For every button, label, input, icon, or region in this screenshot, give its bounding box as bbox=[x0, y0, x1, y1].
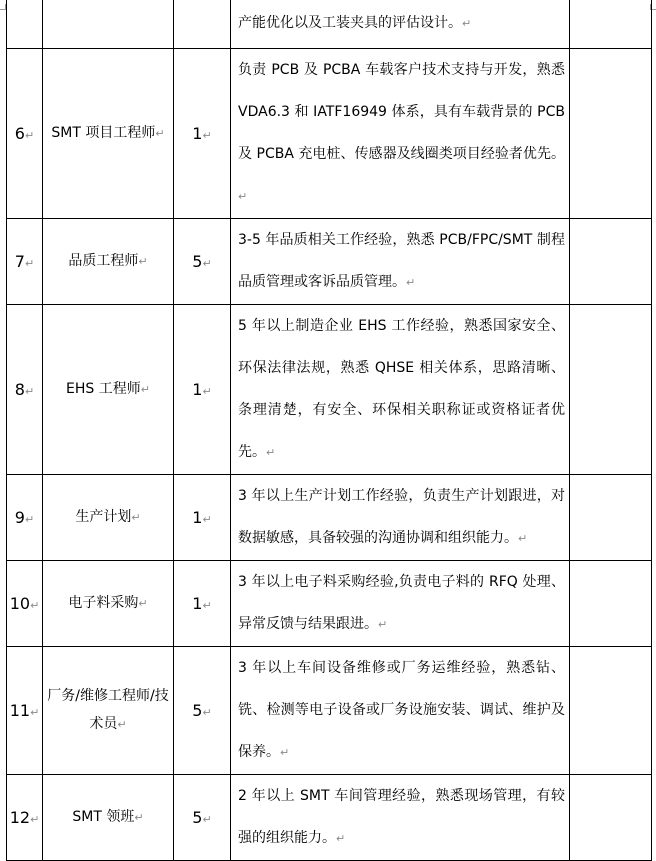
paragraph-mark: ↵ bbox=[238, 190, 248, 203]
paragraph-mark: ↵ bbox=[202, 513, 212, 526]
requirements-cell: 3 年以上电子料采购经验,负责电子料的 RFQ 处理、异常反馈与结果跟进。↵ bbox=[231, 561, 570, 647]
requirements-cell: 3 年以上生产计划工作经验，负责生产计划跟进，对数据敏感，具备较强的沟通协调和组织能力。↵ bbox=[231, 475, 570, 561]
empty-cell bbox=[570, 775, 652, 861]
paragraph-mark: ↵ bbox=[406, 276, 416, 289]
headcount-cell: 1↵ bbox=[174, 49, 231, 219]
empty-cell bbox=[570, 219, 652, 305]
paragraph-mark: ↵ bbox=[518, 532, 528, 545]
empty-cell bbox=[570, 305, 652, 475]
table-row bbox=[7, 775, 652, 861]
headcount-cell: 1↵ bbox=[174, 475, 231, 561]
headcount-cell: 5↵ bbox=[174, 775, 231, 861]
paragraph-mark: ↵ bbox=[336, 832, 346, 845]
paragraph-mark: ↵ bbox=[378, 618, 388, 631]
position-title-cell bbox=[43, 0, 174, 49]
table-row bbox=[7, 0, 652, 49]
paragraph-mark: ↵ bbox=[202, 706, 212, 719]
headcount-cell: 5↵ bbox=[174, 647, 231, 775]
paragraph-mark: ↵ bbox=[280, 746, 290, 759]
table-row bbox=[7, 561, 652, 647]
paragraph-mark: ↵ bbox=[140, 383, 150, 396]
table-row bbox=[7, 305, 652, 475]
requirements-cell: 3 年以上车间设备维修或厂务运维经验，熟悉钻、铣、检测等电子设备或厂务设施安装、调试、维护及保养。↵ bbox=[231, 647, 570, 775]
headcount-cell: 1↵ bbox=[174, 305, 231, 475]
requirements-cell: 5 年以上制造企业 EHS 工作经验，熟悉国家安全、环保法律法规，熟悉 QHSE 相关体系，思路清晰、条理清楚，有安全、环保相关职称证或资格证者优先。↵ bbox=[231, 305, 570, 475]
position-title-cell: 生产计划↵ bbox=[43, 475, 174, 561]
table-row bbox=[7, 49, 652, 219]
paragraph-mark: ↵ bbox=[462, 17, 472, 30]
position-title-cell: EHS 工程师↵ bbox=[43, 305, 174, 475]
paragraph-mark: ↵ bbox=[202, 257, 212, 270]
paragraph-mark: ↵ bbox=[24, 513, 35, 526]
headcount-cell bbox=[174, 0, 231, 49]
empty-cell bbox=[570, 561, 652, 647]
requirements-cell: 产能优化以及工装夹具的评估设计。↵ bbox=[231, 0, 570, 49]
table-row bbox=[7, 647, 652, 775]
row-number-cell: 7↵ bbox=[7, 219, 43, 305]
paragraph-mark: ↵ bbox=[202, 129, 212, 142]
row-number-cell: 6↵ bbox=[7, 49, 43, 219]
empty-cell bbox=[570, 49, 652, 219]
paragraph-mark: ↵ bbox=[30, 813, 40, 826]
requirements-cell: 2 年以上 SMT 车间管理经验，熟悉现场管理，有较强的组织能力。↵ bbox=[231, 775, 570, 861]
empty-cell bbox=[570, 0, 652, 49]
paragraph-mark: ↵ bbox=[138, 255, 148, 268]
position-title-cell: SMT 领班↵ bbox=[43, 775, 174, 861]
position-title-cell: 电子料采购↵ bbox=[43, 561, 174, 647]
paragraph-mark: ↵ bbox=[24, 257, 35, 270]
paragraph-mark: ↵ bbox=[202, 599, 212, 612]
row-number-cell: 10↵ bbox=[7, 561, 43, 647]
job-requirements-table bbox=[6, 0, 652, 861]
empty-cell bbox=[570, 647, 652, 775]
paragraph-mark: ↵ bbox=[202, 385, 212, 398]
paragraph-mark: ↵ bbox=[24, 129, 35, 142]
headcount-cell: 1↵ bbox=[174, 561, 231, 647]
paragraph-mark: ↵ bbox=[266, 446, 276, 459]
row-number-cell: 9↵ bbox=[7, 475, 43, 561]
paragraph-mark: ↵ bbox=[131, 511, 141, 524]
row-number-cell: 8↵ bbox=[7, 305, 43, 475]
table-row bbox=[7, 475, 652, 561]
requirements-cell: 负责 PCB 及 PCBA 车载客户技术支持与开发，熟悉 VDA6.3 和 IATF16949 体系，具有车载背景的 PCB 及 PCBA 充电桩、传感器及线圈类项目经验者优先。↵ bbox=[231, 49, 570, 219]
paragraph-mark: ↵ bbox=[138, 597, 148, 610]
paragraph-mark: ↵ bbox=[117, 718, 127, 731]
row-number-cell bbox=[7, 0, 43, 49]
paragraph-mark: ↵ bbox=[155, 127, 165, 140]
position-title-cell: 品质工程师↵ bbox=[43, 219, 174, 305]
paragraph-mark: ↵ bbox=[202, 813, 212, 826]
paragraph-mark: ↵ bbox=[30, 706, 40, 719]
paragraph-mark: ↵ bbox=[24, 385, 35, 398]
row-number-cell: 12↵ bbox=[7, 775, 43, 861]
table-row bbox=[7, 219, 652, 305]
position-title-cell: 厂务/维修工程师/技术员↵ bbox=[43, 647, 174, 775]
headcount-cell: 5↵ bbox=[174, 219, 231, 305]
requirements-cell: 3-5 年品质相关工作经验，熟悉 PCB/FPC/SMT 制程品质管理或客诉品质管理。↵ bbox=[231, 219, 570, 305]
empty-cell bbox=[570, 475, 652, 561]
paragraph-mark: ↵ bbox=[134, 811, 144, 824]
row-number-cell: 11↵ bbox=[7, 647, 43, 775]
position-title-cell: SMT 项目工程师↵ bbox=[43, 49, 174, 219]
paragraph-mark: ↵ bbox=[30, 599, 40, 612]
